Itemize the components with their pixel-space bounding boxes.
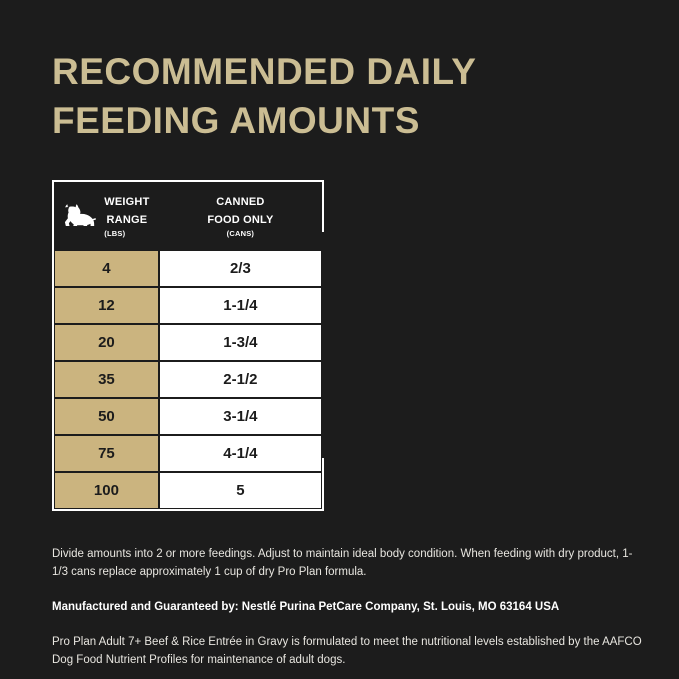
column-header-weight-range (54, 182, 159, 250)
page-title-line-2: FEEDING AMOUNTS (52, 99, 420, 141)
weight-cell: 20 (54, 324, 159, 361)
cans-cell: 5 (159, 472, 322, 509)
table-row (54, 287, 322, 324)
table-row (54, 398, 322, 435)
column-header-canned-food (159, 182, 322, 250)
page-title-line-1: RECOMMENDED DAILY (52, 51, 477, 92)
canned-food-line-2: FOOD ONLY (207, 213, 274, 226)
table-row (54, 361, 322, 398)
cans-cell: 3-1/4 (159, 398, 322, 435)
table-row (54, 472, 322, 509)
table-row (54, 435, 322, 472)
frame-notch (321, 232, 327, 458)
page-title (52, 48, 635, 146)
dog-icon (63, 204, 97, 226)
weight-cell: 50 (54, 398, 159, 435)
cans-cell: 1-1/4 (159, 287, 322, 324)
cans-cell: 1-3/4 (159, 324, 322, 361)
feeding-instructions-text: Divide amounts into 2 or more feedings. Adjust to maintain ideal body condition. When feeding with dry product, 1-1/3 cans replace approximately 1 cup of dry Pro Plan formula. (52, 547, 633, 579)
content-container (52, 48, 642, 670)
table-row (54, 250, 322, 287)
weight-range-line-1: WEIGHT (104, 195, 150, 208)
cans-cell: 2-1/2 (159, 361, 322, 398)
weight-range-line-2: RANGE (106, 213, 148, 226)
weight-cell: 100 (54, 472, 159, 509)
weight-cell: 4 (54, 250, 159, 287)
cans-cell: 4-1/4 (159, 435, 322, 472)
column-header-weight-range-unit: (LBS) (104, 228, 126, 238)
weight-cell: 75 (54, 435, 159, 472)
aafco-statement-text: Pro Plan Adult 7+ Beef & Rice Entrée in Gravy is formulated to meet the nutritional levels established by the AAFCO Dog Food Nutrient Profiles for maintenance of adult dogs. (52, 635, 642, 667)
cans-cell: 2/3 (159, 250, 322, 287)
weight-cell: 35 (54, 361, 159, 398)
column-header-canned-food-unit: (CANS) (226, 228, 255, 238)
table-header-row (54, 182, 322, 250)
manufacturer-text: Manufactured and Guaranteed by: Nestlé Purina PetCare Company, St. Louis, MO 63164 USA (52, 600, 560, 613)
canned-food-line-1: CANNED (216, 195, 265, 208)
column-header-canned-food-title (207, 196, 273, 226)
table-row (54, 324, 322, 361)
table-body (54, 250, 322, 509)
footnotes (52, 545, 642, 670)
weight-cell: 12 (54, 287, 159, 324)
table-head (54, 182, 322, 250)
feeding-table (52, 180, 324, 511)
column-header-weight-range-title (104, 196, 149, 226)
feeding-table-wrapper (52, 180, 324, 511)
